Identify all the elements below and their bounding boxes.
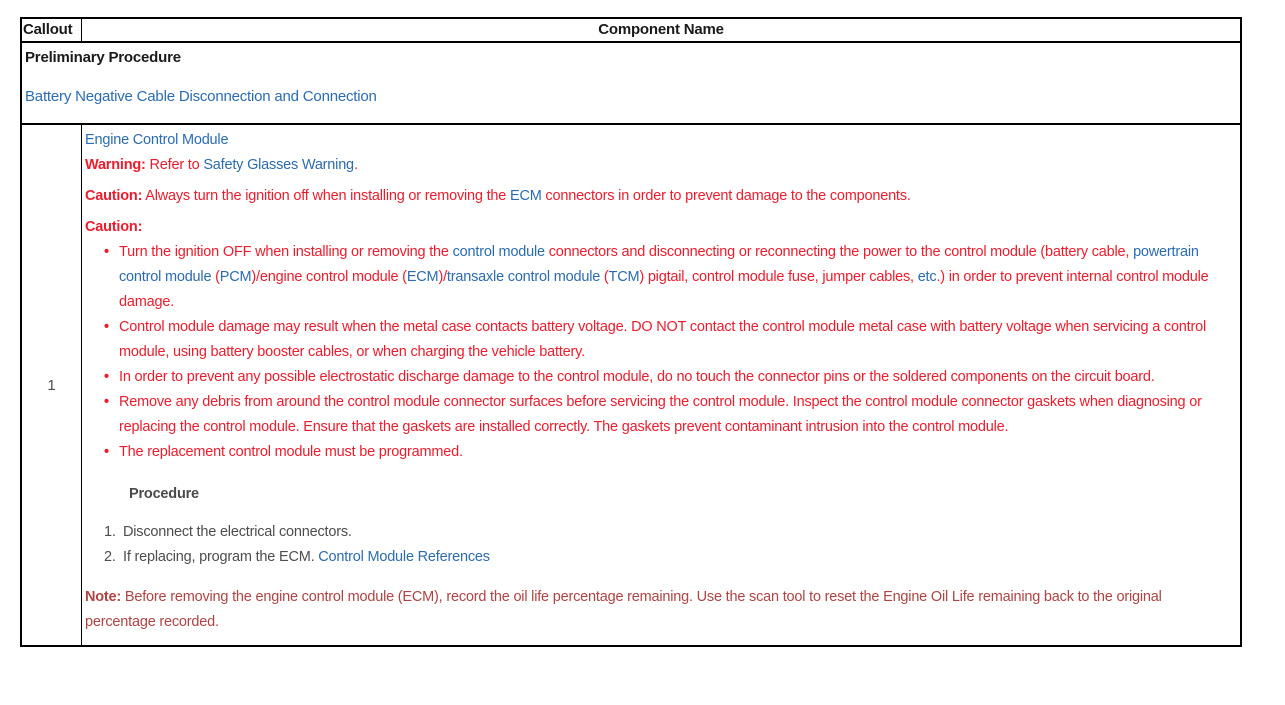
text-segment: If replacing, program the ECM. — [123, 549, 319, 565]
inline-link[interactable]: Control Module References — [318, 549, 490, 565]
inline-link[interactable]: etc — [917, 269, 937, 285]
component-description-cell — [82, 125, 1240, 645]
text-segment: Control module damage may result when the metal case contacts battery voltage. DO NOT contact the control module metal case with battery voltage when servicing a control module, using battery booster cables, or when charging the vehicle battery. — [119, 319, 1207, 360]
procedure-step — [85, 545, 1232, 570]
inline-link[interactable]: transaxle control module — [446, 269, 601, 285]
caution-paragraph — [85, 184, 1232, 209]
caution-bullet-item — [119, 390, 1232, 440]
component-name-column-header: Component Name — [598, 21, 724, 38]
procedure-heading: Procedure — [129, 486, 199, 502]
inline-link[interactable]: ECM — [406, 269, 439, 285]
text-segment: )/ — [438, 269, 447, 285]
text-segment: Always turn the ignition off when installing or removing the — [142, 188, 510, 204]
battery-negative-cable-link[interactable]: Battery Negative Cable Disconnection and Connection — [25, 88, 377, 105]
text-segment: Remove any debris from around the control module connector surfaces before servicing the control module. Inspect the control module connector gaskets when diagnosing or replacing the control module. Ensure that the gaskets are installed correctly. The gaskets prevent contaminant intrusion into the control module. — [119, 394, 1202, 435]
caution-bullet-item — [119, 315, 1232, 365]
callout-column-header: Callout — [22, 19, 82, 41]
inline-link[interactable]: PCM — [219, 269, 252, 285]
step-number: 1. — [104, 524, 116, 540]
caution-bullet-item — [119, 240, 1232, 315]
text-segment: ( — [600, 269, 609, 285]
table-header-row — [22, 19, 1240, 43]
callout-number-cell: 1 — [22, 125, 82, 645]
text-segment: Refer to — [145, 157, 204, 173]
procedure-step — [85, 520, 1232, 545]
inline-link[interactable]: powertrain control module — [119, 244, 1199, 285]
component-callout-table — [20, 17, 1242, 647]
text-segment: connectors in order to prevent damage to the components. — [541, 188, 911, 204]
component-title — [85, 128, 1232, 153]
warning-paragraph — [85, 153, 1232, 178]
text-segment: ( — [211, 269, 220, 285]
caution-label: Caution: — [85, 188, 143, 204]
table-row — [22, 125, 1240, 645]
text-segment: Turn the ignition OFF when installing or removing the — [119, 244, 453, 260]
text-segment: Disconnect the electrical connectors. — [123, 524, 352, 540]
text-segment: ) pigtail, control module fuse, jumper cables, — [639, 269, 918, 285]
text-segment: In order to prevent any possible electrostatic discharge damage to the control module, do no touch the connector pins or the soldered components on the circuit board. — [119, 369, 1155, 385]
caution-bullet-list — [85, 240, 1232, 465]
text-segment: )/engine control module ( — [251, 269, 407, 285]
preliminary-procedure-heading: Preliminary Procedure — [25, 49, 181, 66]
text-segment: Before removing the engine control module (ECM), record the oil life percentage remaining. Use the scan tool to reset the Engine Oil Life remaining back to the original percentage recorded. — [85, 589, 1162, 630]
caution-bullet-item — [119, 440, 1232, 465]
procedure-step-list — [85, 520, 1232, 570]
note-label: Note: — [85, 589, 122, 605]
warning-label: Warning: — [85, 157, 146, 173]
text-segment: . — [353, 157, 358, 173]
inline-link[interactable]: TCM — [608, 269, 640, 285]
text-segment: .) in order to prevent internal control module damage. — [119, 269, 1209, 310]
note-paragraph — [85, 585, 1232, 635]
engine-control-module-link[interactable]: Engine Control Module — [85, 132, 229, 148]
inline-link[interactable]: ECM — [509, 188, 542, 204]
step-number: 2. — [104, 549, 116, 565]
inline-link[interactable]: control module — [452, 244, 545, 260]
text-segment: connectors and disconnecting or reconnecting the power to the control module (battery cable, — [544, 244, 1134, 260]
preliminary-procedure-row — [22, 43, 1240, 125]
caution-label: Caution: — [85, 219, 143, 235]
text-segment: The replacement control module must be programmed. — [119, 444, 463, 460]
caution-bullet-item — [119, 365, 1232, 390]
inline-link[interactable]: Safety Glasses Warning — [203, 157, 354, 173]
